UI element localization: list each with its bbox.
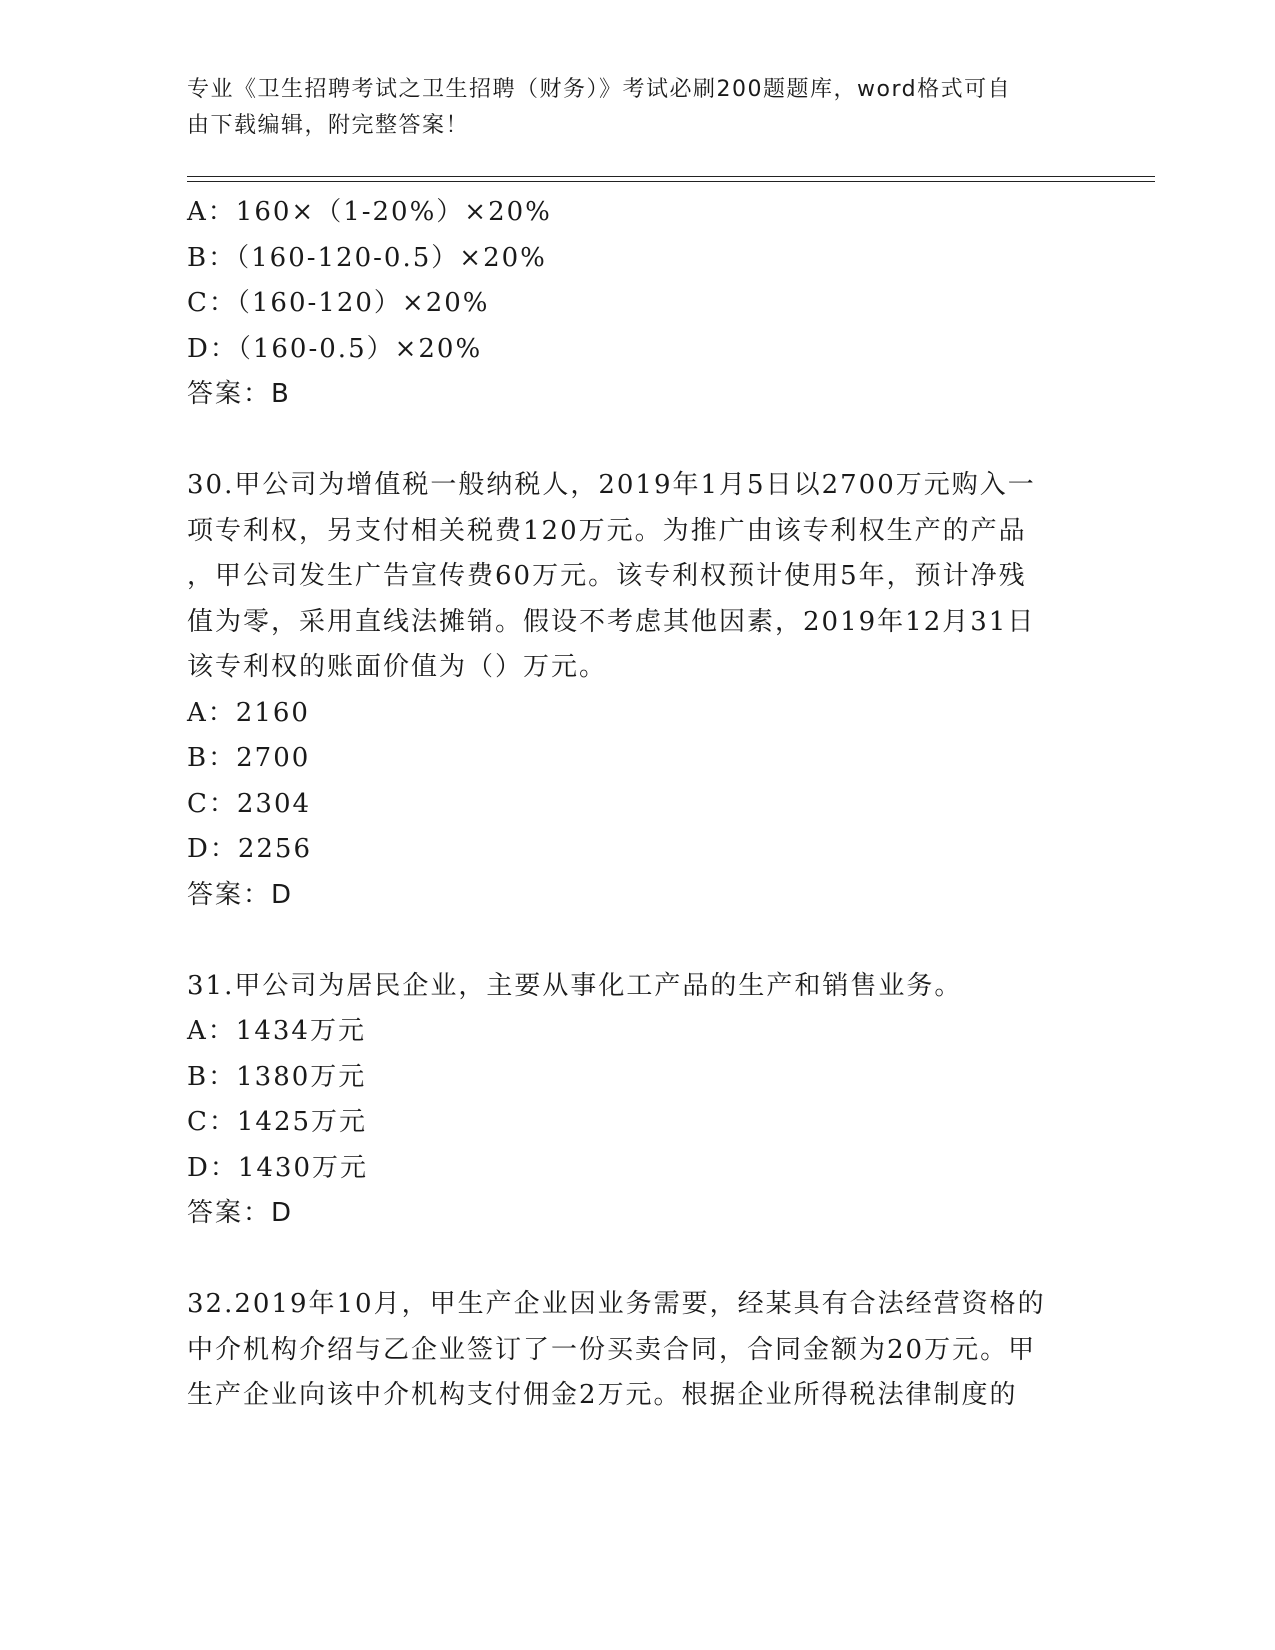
option-a: A：2160	[187, 697, 310, 728]
question-list	[187, 190, 1067, 1419]
question-text-line: 该专利权的账面价值为（）万元。	[187, 652, 608, 682]
option-d: D：（160-0.5）×20%	[187, 333, 483, 364]
answer: 答案：D	[187, 1198, 294, 1228]
option-b: B：1380万元	[187, 1061, 367, 1092]
question-text-line: 项专利权，另支付相关税费120万元。为推广由该专利权生产的产品	[187, 515, 1027, 546]
answer: 答案：D	[187, 879, 294, 910]
question-32	[187, 1282, 1067, 1419]
question-text-line: 32.2019年10月，甲生产企业因业务需要，经某具有合法经营资格的	[187, 1289, 1046, 1319]
spacer	[187, 418, 1067, 464]
option-a: A：1434万元	[187, 1016, 366, 1046]
question-text-line: 值为零，采用直线法摊销。假设不考虑其他因素，2019年12月31日	[187, 606, 1036, 637]
document-header: 专业《卫生招聘考试之卫生招聘（财务）》考试必刷200题题库，word格式可自 由下载编辑，附完整答案！	[187, 77, 1012, 138]
option-c: C：（160-120）×20%	[187, 288, 490, 318]
question-29	[187, 190, 1067, 418]
question-30	[187, 463, 1067, 918]
question-text-line: ，甲公司发生广告宣传费60万元。该专利权预计使用5年，预计净残	[187, 561, 1027, 591]
header-divider-top	[187, 176, 1155, 177]
option-c: C：1425万元	[187, 1107, 368, 1137]
option-b: B：2700	[187, 743, 311, 773]
header-divider-bottom	[187, 181, 1155, 182]
spacer	[187, 918, 1067, 964]
question-text-line: 31.甲公司为居民企业，主要从事化工产品的生产和销售业务。	[187, 970, 963, 1001]
answer: 答案：B	[187, 379, 291, 409]
option-d: D：1430万元	[187, 1152, 369, 1183]
question-text-line: 30.甲公司为增值税一般纳税人，2019年1月5日以2700万元购入一	[187, 470, 1036, 500]
question-text-line: 生产企业向该中介机构支付佣金2万元。根据企业所得税法律制度的	[187, 1380, 1018, 1410]
option-d: D：2256	[187, 834, 313, 864]
question-31	[187, 964, 1067, 1237]
option-c: C：2304	[187, 788, 312, 819]
question-text-line: 中介机构介绍与乙企业签订了一份买卖合同，合同金额为20万元。甲	[187, 1334, 1037, 1365]
option-b: B：（160-120-0.5）×20%	[187, 242, 547, 273]
spacer	[187, 1237, 1067, 1283]
option-a: A：160×（1-20%）×20%	[187, 197, 552, 227]
